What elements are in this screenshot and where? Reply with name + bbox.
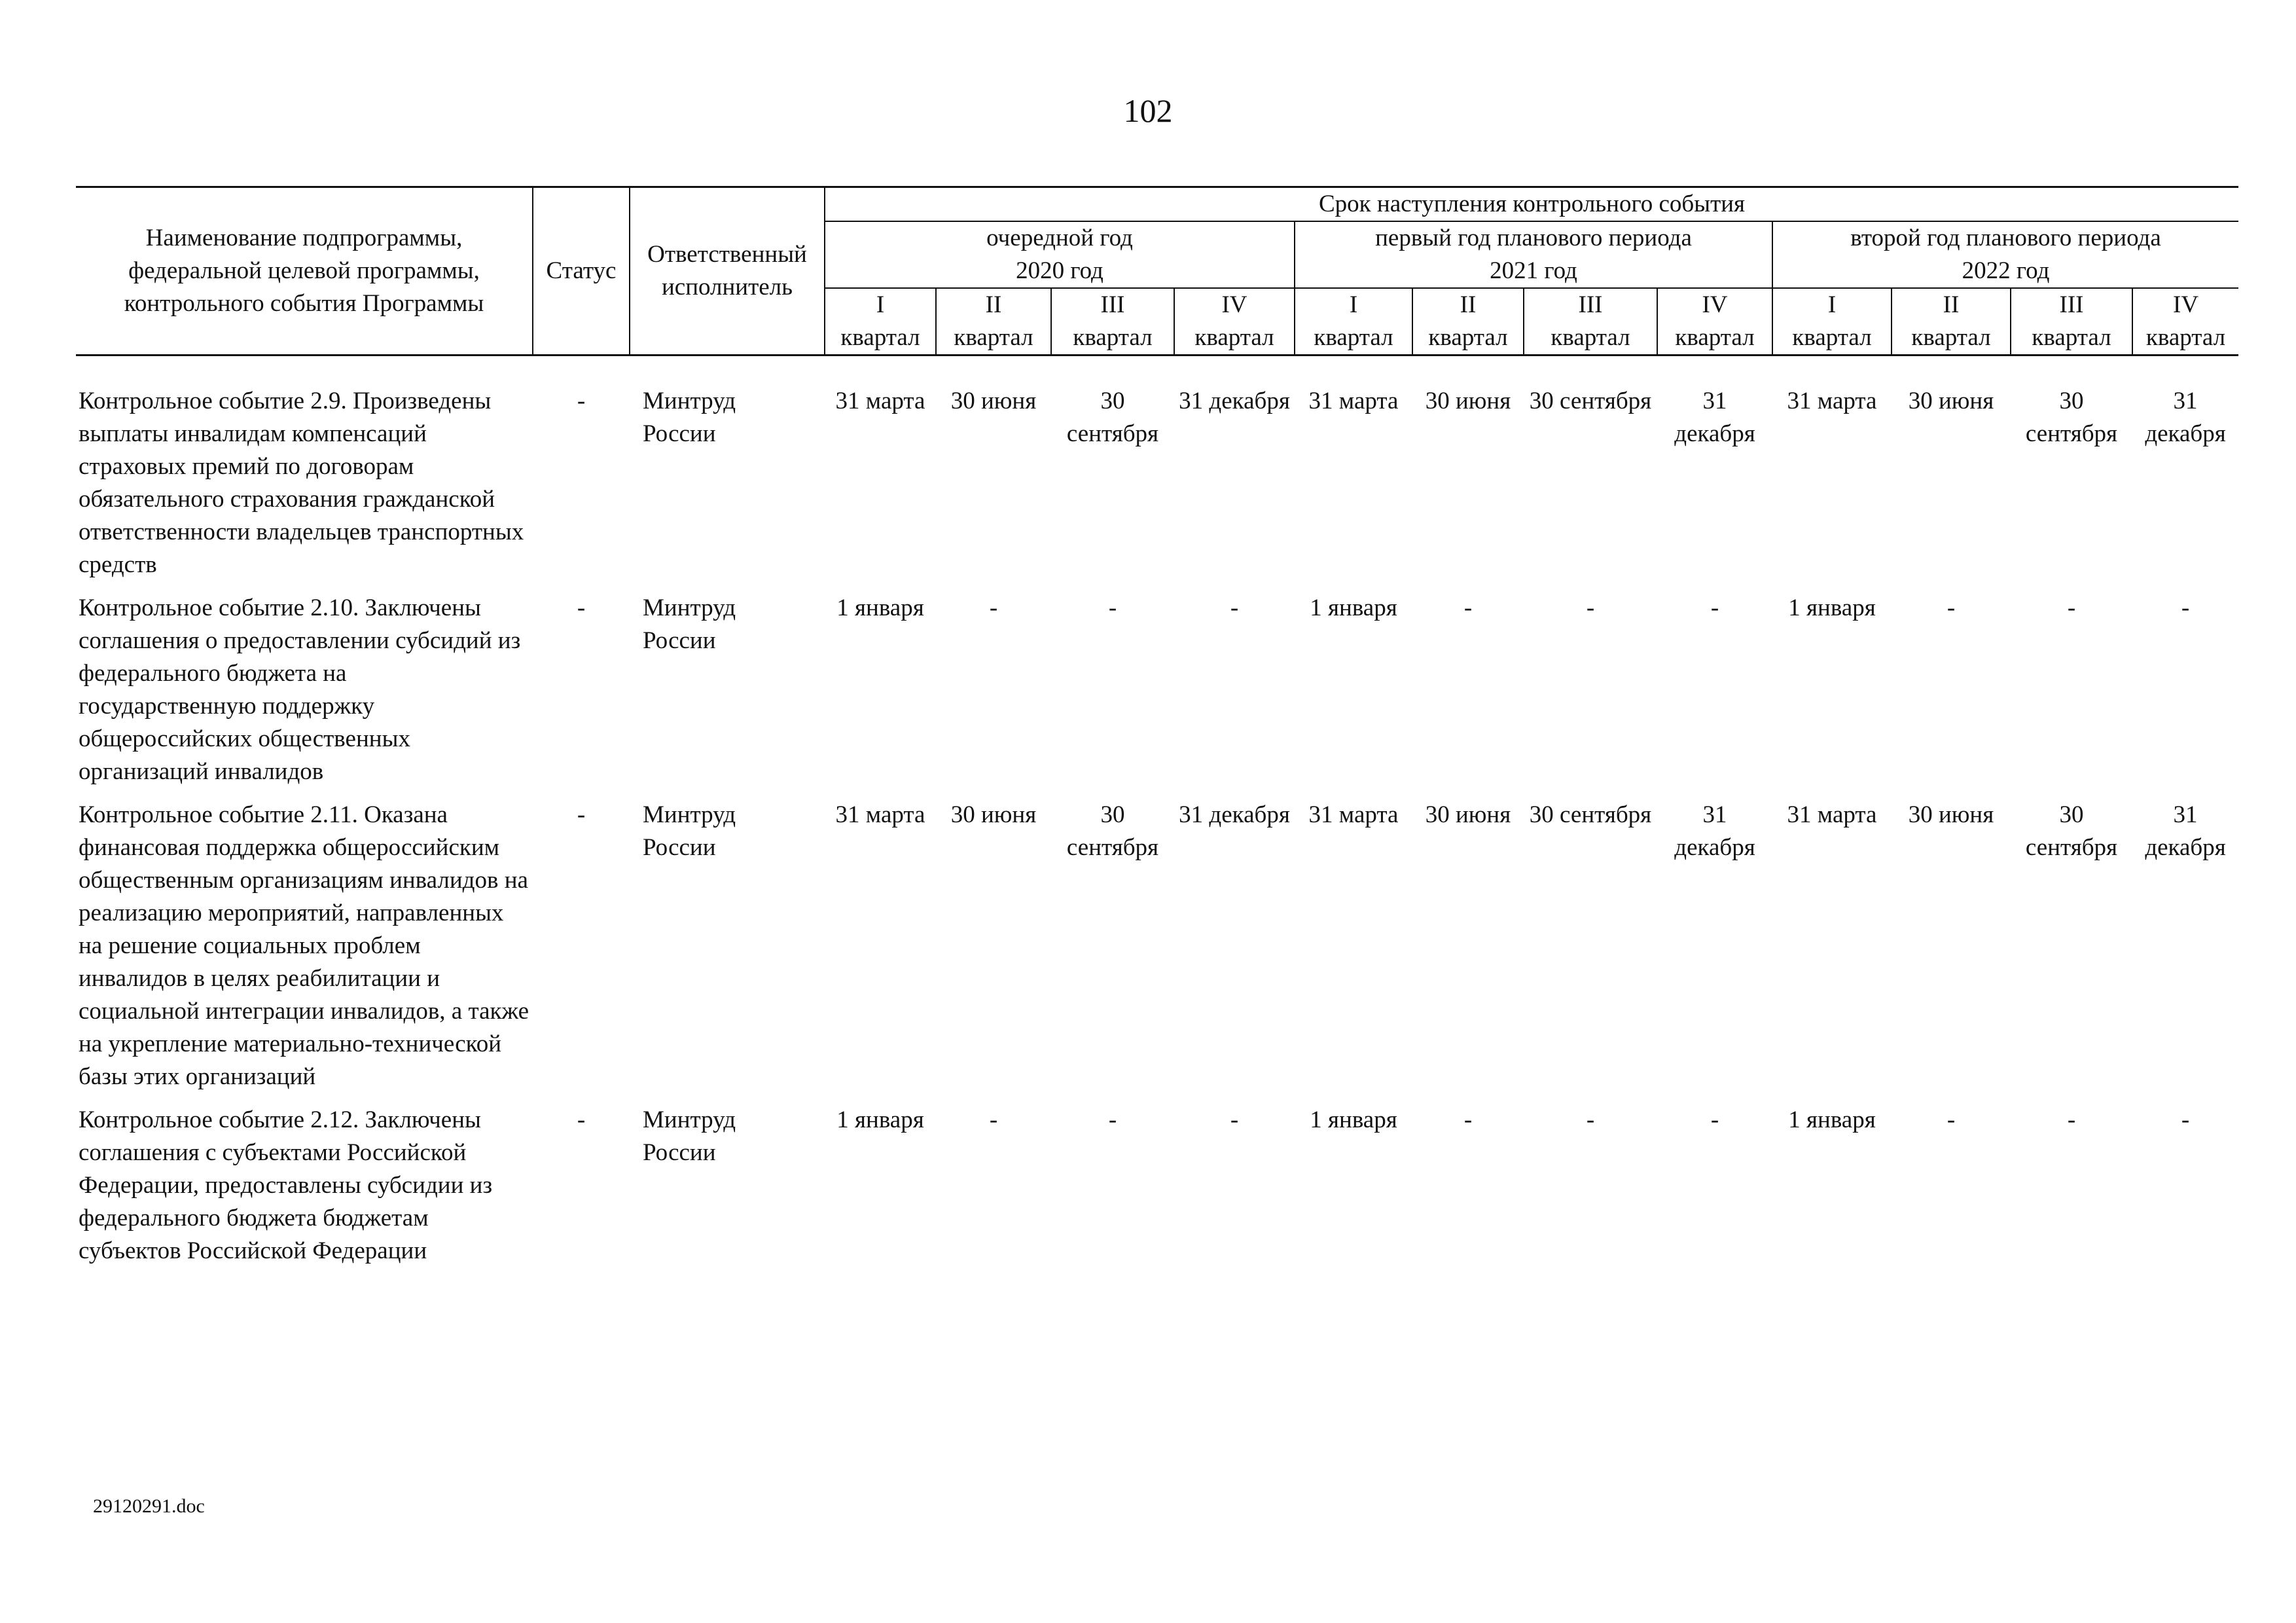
deadline-cell: 30 сентября [1529,801,1652,828]
deadline-cell: 30 сентября [2025,388,2118,447]
quarter-word: квартал [1073,324,1153,351]
quarter-number: I [1827,291,1837,318]
control-events-table [76,186,2238,1278]
event-status: - [577,594,586,621]
page-number: 102 [1123,92,1173,129]
deadline-cell: - [1108,1106,1117,1133]
year-period-label: второй год планового периода [1850,225,2161,251]
deadline-cell: 30 июня [1425,801,1511,828]
column-header-deadline: Срок наступления контрольного события [825,187,2238,222]
event-name: Контрольное событие 2.9. Произведены выплаты инвалидам компенсаций страховых премий по договорам обязательного страхования гражданской ответственности владельцев транспортных средств [79,388,524,578]
deadline-cell: 31 марта [1787,801,1877,828]
quarter-number: IV [1702,291,1728,318]
quarter-word: квартал [1792,324,1872,351]
deadline-cell: 1 января [1310,594,1397,621]
quarter-word: квартал [1675,324,1755,351]
quarter-header [1412,288,1524,356]
table-row [76,1104,2238,1278]
deadline-cell: - [1946,594,1956,621]
deadline-cell: - [1946,1106,1956,1133]
column-header-status: Статус [533,187,630,356]
event-name: Контрольное событие 2.10. Заключены соглашения о предоставлении субсидий из федерального бюджета на государственную поддержку общероссийских общественных организаций инвалидов [79,594,521,785]
deadline-cell: 1 января [836,594,924,621]
deadline-cell: 30 июня [1908,388,1994,414]
quarter-word: квартал [1428,324,1508,351]
quarter-word: квартал [2032,324,2111,351]
year-period-label: первый год планового периода [1375,225,1692,251]
event-executor: Минтруд России [643,594,736,654]
deadline-cell: 1 января [1788,1106,1876,1133]
event-status: - [577,388,586,414]
quarter-header [1892,288,2011,356]
quarter-number: II [985,291,1002,318]
deadline-cell: - [989,1106,998,1133]
deadline-cell: 31 марта [1787,388,1877,414]
deadline-cell: - [1586,1106,1595,1133]
year-label: 2020 год [1016,257,1103,284]
quarter-number: III [1578,291,1603,318]
table-row [76,592,2238,799]
quarter-word: квартал [840,324,920,351]
event-executor: Минтруд России [643,388,736,447]
deadline-cell: - [2067,594,2076,621]
event-executor: Минтруд России [643,801,736,861]
quarter-header [1295,288,1412,356]
deadline-cell: 30 сентября [1066,388,1159,447]
event-name: Контрольное событие 2.12. Заключены соглашения с субъектами Российской Федерации, предоставлены субсидии из федерального бюджета бюджетам субъектов Российской Федерации [79,1106,493,1264]
deadline-cell: 31 декабря [2145,388,2226,447]
quarter-header [936,288,1051,356]
deadline-cell: 30 июня [1908,801,1994,828]
file-name-footer: 29120291.doc [93,1495,205,1517]
year-label: 2022 год [1962,257,2050,284]
deadline-cell: 31 марта [835,801,925,828]
quarter-number: II [1460,291,1477,318]
quarter-number: IV [1221,291,1247,318]
deadline-cell: 31 декабря [1674,388,1755,447]
year-period-label: очередной год [986,225,1133,251]
deadline-cell: - [1230,594,1239,621]
column-header-executor: Ответственный исполнитель [630,187,825,356]
deadline-cell: 31 декабря [1179,801,1290,828]
table-row [76,799,2238,1104]
deadline-cell: 30 июня [1425,388,1511,414]
deadline-cell: - [2181,594,2190,621]
deadline-cell: 31 марта [835,388,925,414]
column-header-name: Наименование подпрограммы, федеральной целевой программы, контрольного события Программы [76,187,533,356]
quarter-word: квартал [2145,324,2226,351]
quarter-header [2011,288,2132,356]
quarter-header [1051,288,1174,356]
deadline-cell: 30 сентября [1066,801,1159,861]
deadline-cell: - [2181,1106,2190,1133]
quarter-number: II [1943,291,1960,318]
quarter-number: III [2059,291,2084,318]
deadline-cell: 31 декабря [1179,388,1290,414]
quarter-number: IV [2173,291,2199,318]
deadline-cell: - [1710,1106,1719,1133]
event-status: - [577,801,586,828]
deadline-cell: 30 сентября [1529,388,1652,414]
table-body [76,356,2238,1279]
deadline-cell: 30 июня [950,388,1037,414]
deadline-cell: - [1710,594,1719,621]
event-name: Контрольное событие 2.11. Оказана финансовая поддержка общероссийским общественным организациям инвалидов на реализацию мероприятий, направленных на решение социальных проблем инвалидов в целях реабилитации и социальной интеграции инвалидов, а также на укрепление материально-технической базы этих организаций [79,801,529,1090]
deadline-cell: 1 января [1788,594,1876,621]
deadline-cell: 1 января [836,1106,924,1133]
quarter-word: квартал [954,324,1033,351]
quarter-header [1174,288,1295,356]
quarter-number: III [1100,291,1125,318]
deadline-cell: - [1108,594,1117,621]
year-label: 2021 год [1490,257,1577,284]
deadline-cell: 31 декабря [1674,801,1755,861]
year-header [1295,221,1772,288]
deadline-cell: - [1463,1106,1473,1133]
quarter-header [2132,288,2238,356]
deadline-cell: - [989,594,998,621]
quarter-number: I [876,291,885,318]
event-status: - [577,1106,586,1133]
quarter-header [1524,288,1657,356]
deadline-cell: 31 марта [1308,388,1399,414]
deadline-cell: - [1586,594,1595,621]
quarter-word: квартал [1911,324,1991,351]
deadline-cell: - [1463,594,1473,621]
event-executor: Минтруд России [643,1106,736,1166]
table-row [76,385,2238,592]
deadline-cell: - [2067,1106,2076,1133]
quarter-header [1772,288,1892,356]
deadline-cell: - [1230,1106,1239,1133]
quarter-header [825,288,936,356]
deadline-cell: 30 сентября [2025,801,2118,861]
year-header [1772,221,2238,288]
quarter-header [1657,288,1772,356]
quarter-word: квартал [1194,324,1274,351]
quarter-word: квартал [1551,324,1630,351]
deadline-cell: 1 января [1310,1106,1397,1133]
deadline-cell: 31 декабря [2145,801,2226,861]
quarter-word: квартал [1314,324,1393,351]
year-header [825,221,1295,288]
table-header [76,187,2238,356]
deadline-cell: 30 июня [950,801,1037,828]
quarter-number: I [1349,291,1358,318]
deadline-cell: 31 марта [1308,801,1399,828]
